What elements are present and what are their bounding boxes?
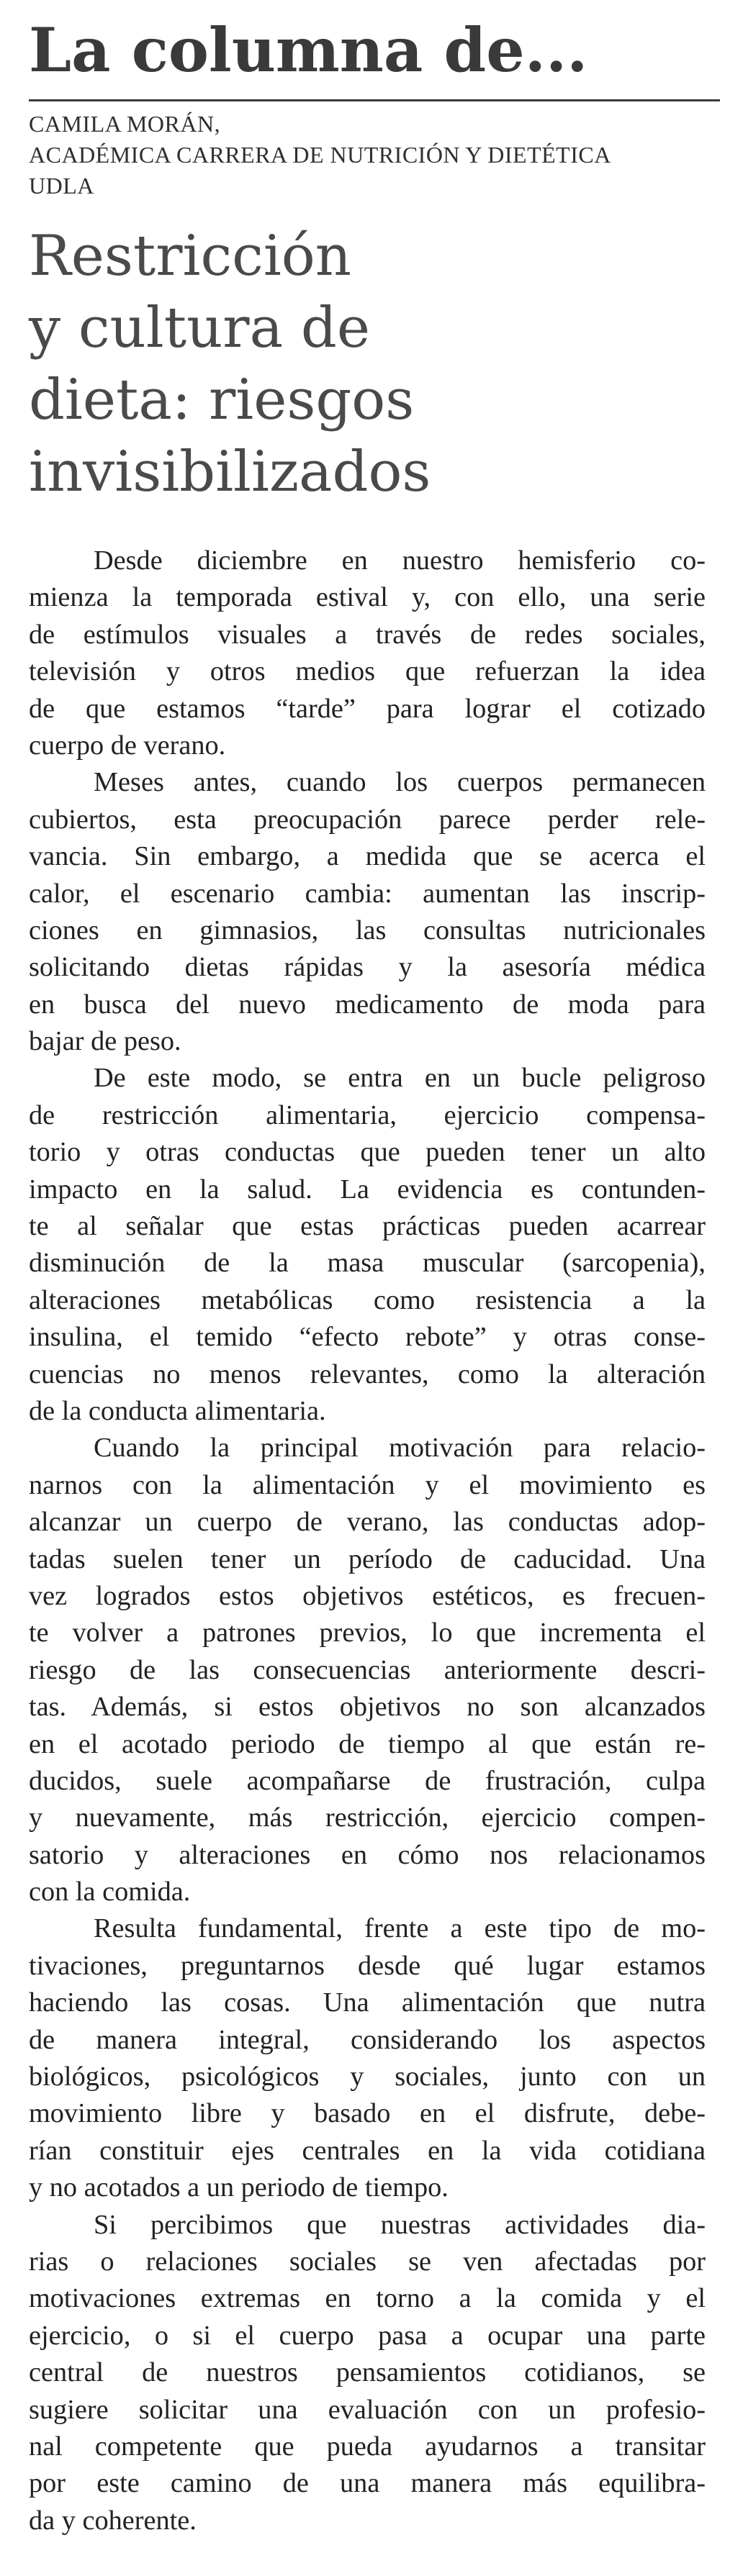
paragraph-line: da y coherente. [29, 2505, 197, 2536]
paragraph-line: alcanzar un cuerpo de verano, las conductas adop- [29, 1507, 706, 1538]
column-page [29, 14, 720, 2539]
paragraph-line: de manera integral, considerando los aspectos [29, 2024, 706, 2055]
article-headline [29, 220, 720, 508]
article-paragraph [29, 2207, 706, 2540]
paragraph-line: sugiere solicitar una evaluación con un profesio- [29, 2394, 706, 2425]
column-title: La columna de... [29, 14, 588, 86]
paragraph-line: narnos con la alimentación y el movimiento es [29, 1469, 706, 1500]
paragraph-line: torio y otras conductas que pueden tener un alto [29, 1137, 706, 1168]
paragraph-line: rían constituir ejes centrales en la vida cotidiana [29, 2135, 706, 2166]
paragraph-line: Resulta fundamental, frente a este tipo de mo- [94, 1913, 706, 1944]
article-paragraph [29, 1430, 706, 1910]
headline-line: invisibilizados [29, 440, 431, 504]
paragraph-line: vancia. Sin embargo, a medida que se acerca el [29, 841, 706, 872]
byline [29, 109, 720, 201]
paragraph-line: motivaciones extremas en torno a la comida y el [29, 2283, 706, 2314]
article-paragraph [29, 543, 706, 764]
article-body [29, 543, 706, 2539]
paragraph-line: movimiento libre y basado en el disfrute, debe- [29, 2098, 706, 2129]
paragraph-line: satorio y alteraciones en cómo nos relacionamos [29, 1839, 706, 1870]
paragraph-line: solicitando dietas rápidas y la asesoría médica [29, 952, 706, 983]
paragraph-line: y nuevamente, más restricción, ejercicio compen- [29, 1802, 706, 1833]
paragraph-line: calor, el escenario cambia: aumentan las inscrip- [29, 878, 706, 909]
paragraph-line: en el acotado periodo de tiempo al que están re- [29, 1728, 706, 1759]
paragraph-line: disminución de la masa muscular (sarcopenia), [29, 1248, 706, 1279]
headline-line: y cultura de [29, 296, 370, 360]
title-rule [29, 99, 720, 101]
paragraph-line: biológicos, psicológicos y sociales, junto con un [29, 2062, 706, 2092]
paragraph-line: bajar de peso. [29, 1026, 181, 1057]
paragraph-line: vez logrados estos objetivos estéticos, es frecuen- [29, 1580, 706, 1611]
paragraph-line: te al señalar que estas prácticas pueden acarrear [29, 1211, 706, 1242]
paragraph-line: con la comida. [29, 1877, 191, 1908]
author-name: CAMILA MORÁN, [29, 111, 221, 137]
paragraph-line: por este camino de una manera más equilibra- [29, 2468, 706, 2499]
paragraph-line: mienza la temporada estival y, con ello, una serie [29, 582, 706, 613]
paragraph-line: nal competente que pueda ayudarnos a transitar [29, 2431, 706, 2462]
paragraph-line: ducidos, suele acompañarse de frustración, culpa [29, 1765, 706, 1796]
paragraph-line: tivaciones, preguntarnos desde qué lugar estamos [29, 1950, 706, 1981]
article-paragraph [29, 764, 706, 1060]
paragraph-line: central de nuestros pensamientos cotidianos, se [29, 2357, 706, 2388]
paragraph-line: haciendo las cosas. Una alimentación que nutra [29, 1987, 706, 2018]
paragraph-line: ciones en gimnasios, las consultas nutricionales [29, 915, 706, 945]
paragraph-line: te volver a patrones previos, lo que incrementa el [29, 1618, 706, 1648]
paragraph-line: Desde diciembre en nuestro hemisferio co- [94, 545, 706, 576]
paragraph-line: ejercicio, o si el cuerpo pasa a ocupar una parte [29, 2320, 706, 2351]
article-paragraph [29, 1060, 706, 1430]
author-institution: UDLA [29, 173, 94, 199]
paragraph-line: Si percibimos que nuestras actividades dia- [94, 2209, 706, 2240]
paragraph-line: en busca del nuevo medicamento de moda para [29, 989, 706, 1020]
paragraph-line: cubiertos, esta preocupación parece perder rele- [29, 804, 706, 835]
paragraph-line: rias o relaciones sociales se ven afectadas por [29, 2246, 706, 2277]
paragraph-line: insulina, el temido “efecto rebote” y otras conse- [29, 1322, 706, 1353]
paragraph-line: tadas suelen tener un período de caducidad. Una [29, 1543, 706, 1574]
paragraph-line: De este modo, se entra en un bucle peligroso [94, 1063, 706, 1094]
headline-line: Restricción [29, 224, 352, 289]
article-paragraph [29, 1910, 706, 2206]
paragraph-line: y no acotados a un periodo de tiempo. [29, 2172, 449, 2203]
paragraph-line: cuencias no menos relevantes, como la alteración [29, 1359, 706, 1389]
paragraph-line: cuerpo de verano. [29, 730, 226, 761]
paragraph-line: alteraciones metabólicas como resistencia a la [29, 1284, 706, 1315]
author-affiliation: ACADÉMICA CARRERA DE NUTRICIÓN Y DIETÉTICA [29, 142, 611, 168]
paragraph-line: de estímulos visuales a través de redes sociales, [29, 619, 706, 650]
paragraph-line: Meses antes, cuando los cuerpos permanecen [94, 767, 706, 798]
paragraph-line: televisión y otros medios que refuerzan la idea [29, 656, 706, 687]
paragraph-line: de restricción alimentaria, ejercicio compensa- [29, 1099, 706, 1130]
paragraph-line: Cuando la principal motivación para relacio- [94, 1433, 706, 1464]
paragraph-line: tas. Además, si estos objetivos no son alcanzados [29, 1692, 706, 1723]
paragraph-line: de la conducta alimentaria. [29, 1395, 326, 1426]
headline-line: dieta: riesgos [29, 368, 415, 432]
paragraph-line: impacto en la salud. La evidencia es contunden- [29, 1174, 706, 1205]
paragraph-line: de que estamos “tarde” para lograr el cotizado [29, 693, 706, 724]
paragraph-line: riesgo de las consecuencias anteriormente descri- [29, 1654, 706, 1685]
